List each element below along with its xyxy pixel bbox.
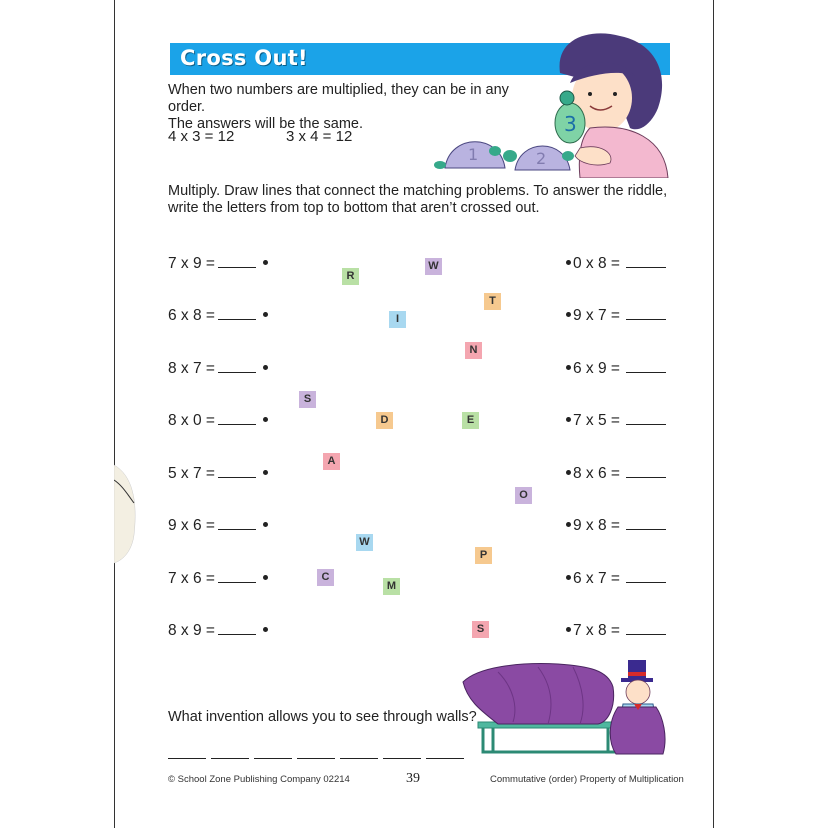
page-title: Cross Out! bbox=[180, 46, 308, 70]
answer-letter-blank[interactable] bbox=[426, 746, 464, 759]
problem-text: 7 x 6 = bbox=[168, 570, 215, 587]
left-problem bbox=[168, 254, 268, 273]
right-problem bbox=[566, 569, 666, 588]
letter-tile[interactable]: A bbox=[323, 453, 340, 470]
match-dot[interactable] bbox=[566, 365, 571, 370]
match-dot[interactable] bbox=[263, 575, 268, 580]
left-problem bbox=[168, 516, 268, 535]
instructions-line-2: write the letters from top to bottom that aren’t crossed out. bbox=[168, 200, 540, 216]
magician-illustration bbox=[458, 652, 673, 757]
example-equation-left: 4 x 3 = 12 bbox=[168, 128, 235, 145]
answer-blank[interactable] bbox=[626, 359, 666, 373]
match-dot[interactable] bbox=[263, 627, 268, 632]
answer-blank[interactable] bbox=[218, 464, 256, 478]
problem-text: 0 x 8 = bbox=[573, 255, 620, 272]
letter-tile[interactable]: C bbox=[317, 569, 334, 586]
right-problem bbox=[566, 306, 666, 325]
letter-tile[interactable]: W bbox=[356, 534, 373, 551]
left-problem bbox=[168, 464, 268, 483]
right-problem bbox=[566, 464, 666, 483]
match-dot[interactable] bbox=[566, 522, 571, 527]
intro-line-1: When two numbers are multiplied, they can be in any order. bbox=[168, 82, 509, 115]
letter-tile[interactable]: T bbox=[484, 293, 501, 310]
footer-copyright: © School Zone Publishing Company 02214 bbox=[168, 774, 350, 785]
match-dot[interactable] bbox=[263, 470, 268, 475]
problem-text: 5 x 7 = bbox=[168, 465, 215, 482]
answer-blank[interactable] bbox=[626, 516, 666, 530]
left-problem bbox=[168, 569, 268, 588]
problem-text: 7 x 8 = bbox=[573, 622, 620, 639]
answer-blank[interactable] bbox=[218, 569, 256, 583]
problem-text: 8 x 0 = bbox=[168, 412, 215, 429]
letter-tile[interactable]: R bbox=[342, 268, 359, 285]
answer-blank[interactable] bbox=[218, 516, 256, 530]
svg-text:2: 2 bbox=[536, 149, 547, 168]
match-dot[interactable] bbox=[566, 470, 571, 475]
answer-blank[interactable] bbox=[626, 569, 666, 583]
left-problem bbox=[168, 306, 268, 325]
answer-blank[interactable] bbox=[626, 254, 666, 268]
page-number: 39 bbox=[406, 771, 420, 786]
match-dot[interactable] bbox=[263, 522, 268, 527]
right-problem bbox=[566, 411, 666, 430]
problem-text: 9 x 8 = bbox=[573, 517, 620, 534]
answer-blank[interactable] bbox=[218, 306, 256, 320]
problem-text: 6 x 9 = bbox=[573, 360, 620, 377]
answer-letter-blank[interactable] bbox=[254, 746, 292, 759]
letter-tile[interactable]: S bbox=[472, 621, 489, 638]
answer-letter-blank[interactable] bbox=[168, 746, 206, 759]
match-dot[interactable] bbox=[566, 627, 571, 632]
problem-text: 8 x 7 = bbox=[168, 360, 215, 377]
letter-tile[interactable]: E bbox=[462, 412, 479, 429]
svg-text:3: 3 bbox=[564, 112, 577, 136]
right-problem bbox=[566, 359, 666, 378]
answer-letter-blank[interactable] bbox=[297, 746, 335, 759]
answer-blank[interactable] bbox=[626, 464, 666, 478]
answer-blank[interactable] bbox=[218, 411, 256, 425]
svg-text:1: 1 bbox=[468, 145, 479, 164]
instructions bbox=[168, 183, 668, 217]
match-dot[interactable] bbox=[263, 260, 268, 265]
problem-text: 9 x 7 = bbox=[573, 307, 620, 324]
problem-text: 9 x 6 = bbox=[168, 517, 215, 534]
right-problem bbox=[566, 516, 666, 535]
footer-topic: Commutative (order) Property of Multiplication bbox=[490, 774, 684, 785]
intro-text bbox=[168, 82, 518, 133]
right-problem bbox=[566, 621, 666, 640]
left-problem bbox=[168, 621, 268, 640]
problem-text: 7 x 5 = bbox=[573, 412, 620, 429]
instructions-line-1: Multiply. Draw lines that connect the matching problems. To answer the riddle, bbox=[168, 183, 668, 199]
problem-text: 6 x 7 = bbox=[573, 570, 620, 587]
page-edge-decoration bbox=[114, 455, 144, 565]
riddle-question: What invention allows you to see through walls? bbox=[168, 709, 477, 725]
problem-text: 6 x 8 = bbox=[168, 307, 215, 324]
answer-blank[interactable] bbox=[626, 306, 666, 320]
match-dot[interactable] bbox=[566, 575, 571, 580]
letter-tile[interactable]: O bbox=[515, 487, 532, 504]
match-dot[interactable] bbox=[566, 312, 571, 317]
answer-blank[interactable] bbox=[218, 254, 256, 268]
left-problem bbox=[168, 411, 268, 430]
answer-blank[interactable] bbox=[218, 621, 256, 635]
right-problem bbox=[566, 254, 666, 273]
problem-text: 8 x 9 = bbox=[168, 622, 215, 639]
match-dot[interactable] bbox=[566, 417, 571, 422]
answer-letter-blank[interactable] bbox=[340, 746, 378, 759]
answer-blank[interactable] bbox=[626, 411, 666, 425]
letter-tile[interactable]: N bbox=[465, 342, 482, 359]
problem-text: 7 x 9 = bbox=[168, 255, 215, 272]
letter-tile[interactable]: M bbox=[383, 578, 400, 595]
match-dot[interactable] bbox=[263, 417, 268, 422]
answer-blank[interactable] bbox=[218, 359, 256, 373]
example-equation-right: 3 x 4 = 12 bbox=[286, 128, 353, 145]
letter-tile[interactable]: P bbox=[475, 547, 492, 564]
answer-letter-blank[interactable] bbox=[211, 746, 249, 759]
match-dot[interactable] bbox=[566, 260, 571, 265]
letter-tile[interactable]: W bbox=[425, 258, 442, 275]
intro-line-2: The answers will be the same. bbox=[168, 116, 364, 132]
answer-blank[interactable] bbox=[626, 621, 666, 635]
left-problem bbox=[168, 359, 268, 378]
match-dot[interactable] bbox=[263, 312, 268, 317]
letter-tile[interactable]: D bbox=[376, 412, 393, 429]
problem-text: 8 x 6 = bbox=[573, 465, 620, 482]
letter-tile[interactable]: S bbox=[299, 391, 316, 408]
letter-tile[interactable]: I bbox=[389, 311, 406, 328]
answer-letter-blank[interactable] bbox=[383, 746, 421, 759]
match-dot[interactable] bbox=[263, 365, 268, 370]
